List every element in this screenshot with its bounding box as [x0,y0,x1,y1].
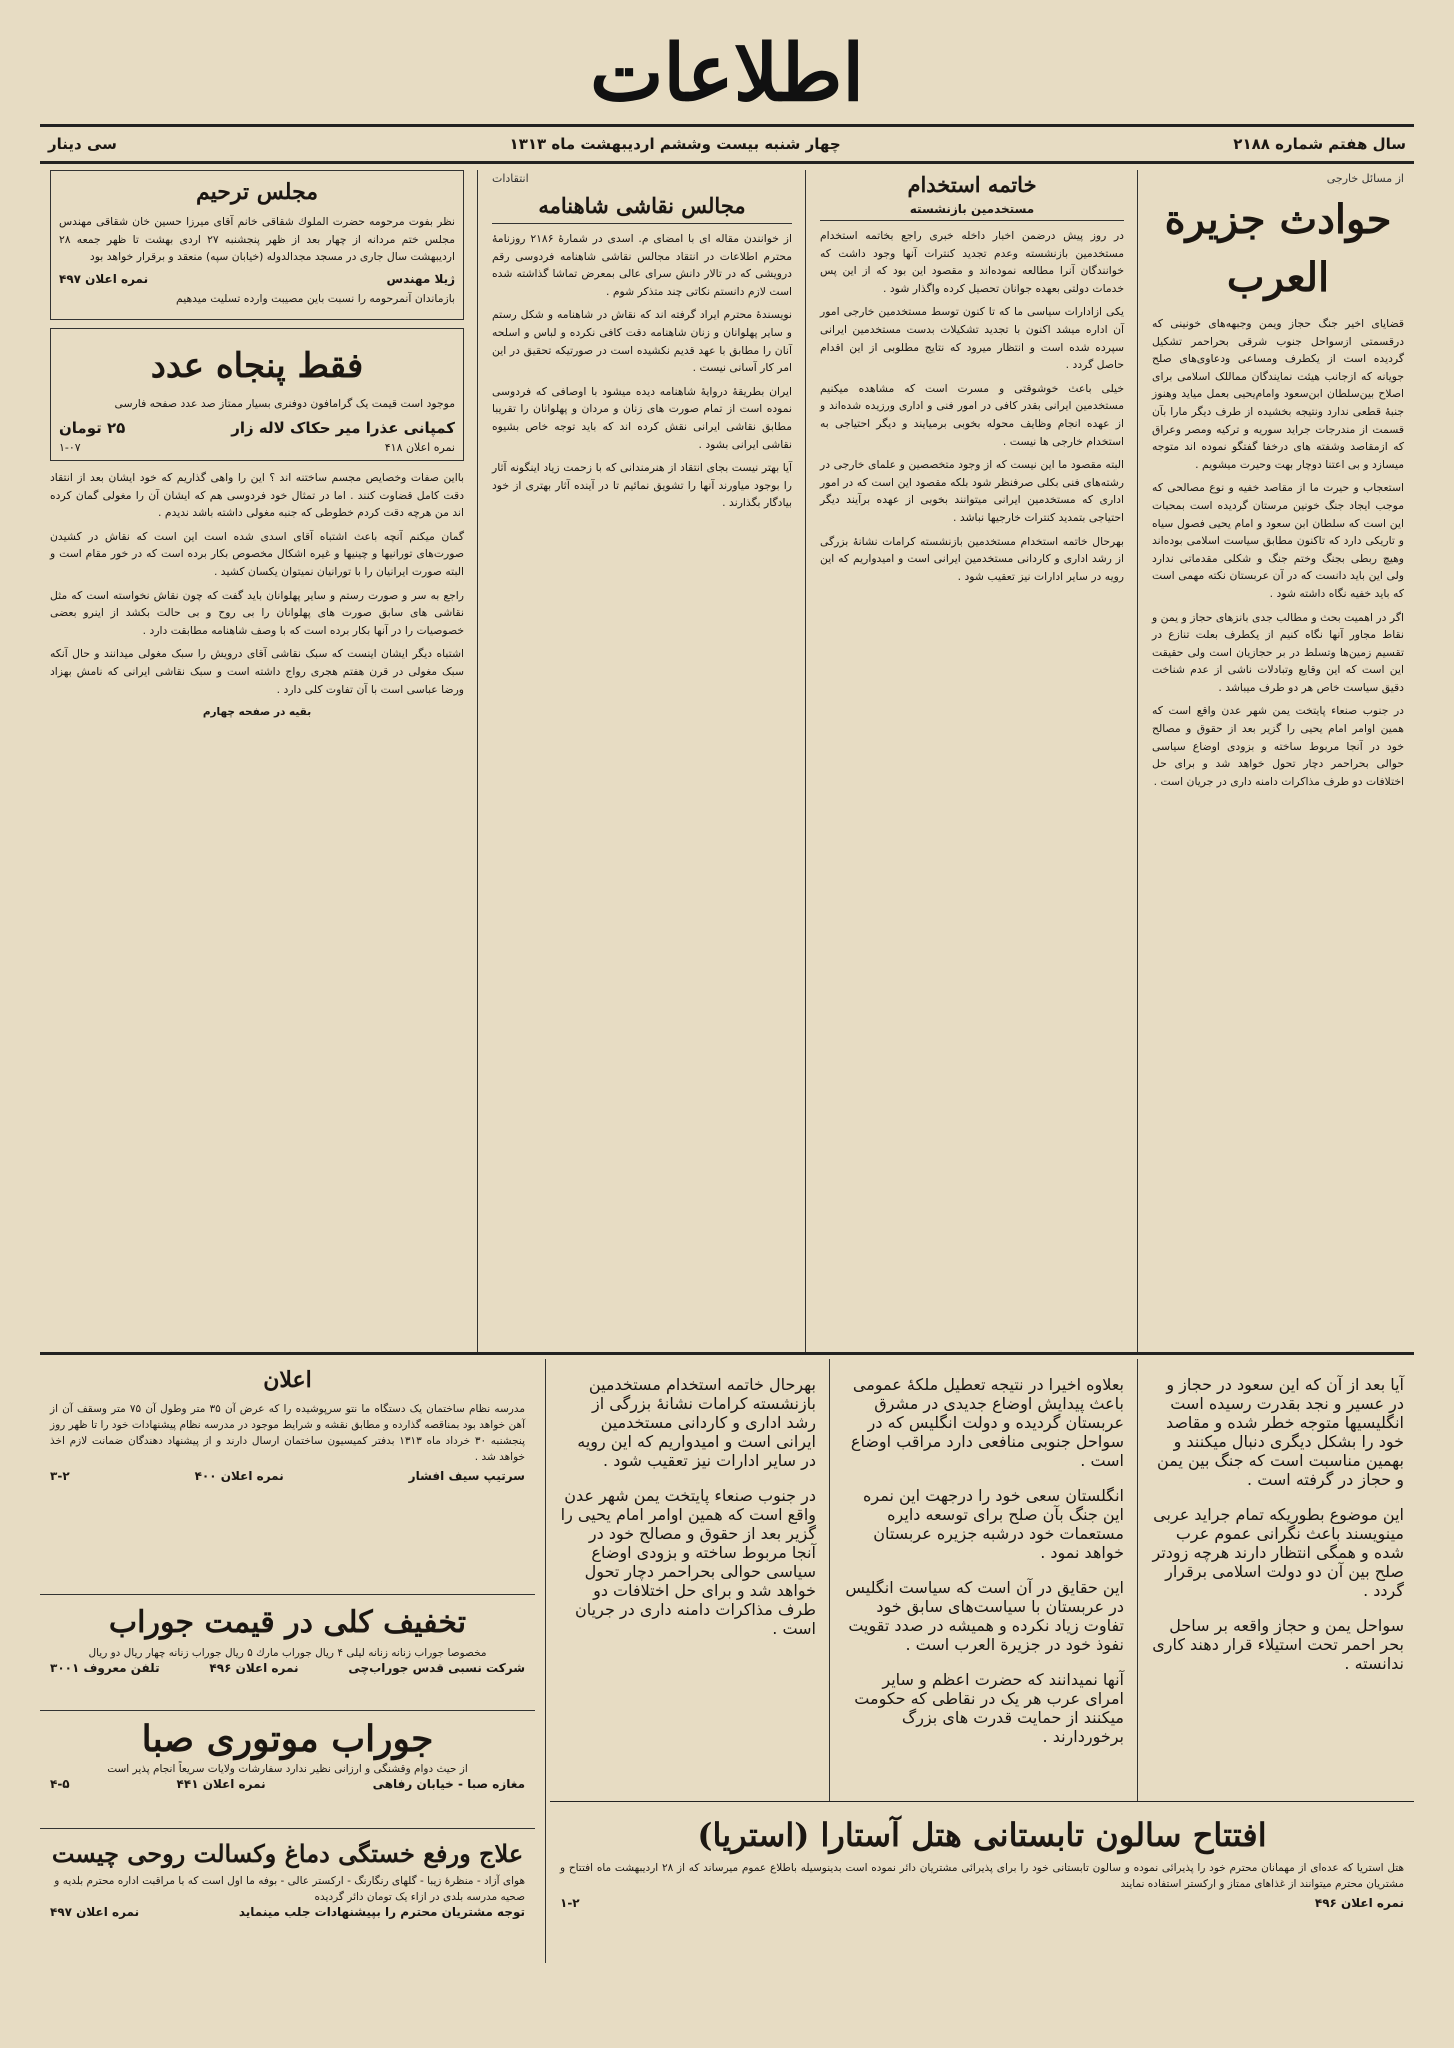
saba-socks-code: ۴-۵ [50,1777,70,1791]
saba-socks-shop: مغازه صبا - خیابان رفاهی [372,1777,525,1791]
employment-subheadline: مستخدمین بازنشسته [820,202,1124,221]
school-notice-title: اعلان [263,1367,312,1393]
saba-socks-ad [40,1711,535,1829]
foreign-continuation-bold: سواحل یمن و حجاز واقعه بر ساحل بحر احمر تحت استیلاء قرار دهند کاری ندانسته . [1152,1616,1404,1673]
socks-discount-footer [50,1661,525,1675]
socks-discount-shop: شرکت نسبی قدس جوراب‌چی [348,1661,525,1675]
column-painting [482,170,802,1352]
saba-socks-title: جوراب موتوری صبا [141,1718,434,1760]
employment-paragraph: خیلی باعث خوشوقتی و مسرت است که مشاهده میکنیم مستخدمین ایرانی بقدر کافی در امور فنی و اداری ورزیده شده‌اند و از عهده انجام وظایف محوله بخوبی برمیایند و دیگر احتیاجی به استخدام خارجی ها نیست . [820,381,1124,448]
socks-discount-number: نمره اعلان ۴۹۶ [209,1661,299,1675]
misc-continuation-paragraph: در جنوب صنعاء پایتخت یمن شهر عدن واقع است که همین اوامر امام یحیی را گزیر بعد از حقوق و مصالح خود در آنجا مربوط ساخته و بزودی اوضاع سیاسی حوالی بحراحمر دچار تحول خواهد شد و برای حل اختلافات دو طرف مذاکرات دامنه داری در جریان است . [560,1486,816,1638]
saba-socks-footer [50,1777,525,1791]
school-notice-code: ۳-۲ [50,1469,70,1483]
column-divider [805,170,806,1352]
painting-paragraph: آیا بهتر نیست بجای انتقاد از هنرمندانی که با زحمت زیاد اینگونه آثار را بوجود میاورند آنها را تشویق نمائیم تا در آینده آثار بهتری از خود بیادگار بگذارند . [492,461,792,510]
employment-continuation-paragraph: این حقایق در آن است که سیاست انگلیس در عربستان با سیاست‌های سابق خود تفاوت زیاد نکرده و همیشه در صدد تقویت نفوذ خود در جزیرة العرب است . [845,1578,1124,1654]
column-divider [1137,1359,1138,1801]
employment-paragraph: در روز پیش درضمن اخبار داخله خبری راجع بخاتمه استخدام مستخدمین بازنشسته وعدم تجدید کنترات آنها وجود داشت که خوانندگان آنرا مطالعه نموده‌اند و مقصود این بود که از این پس خدمات دولتی بعهده جوانان تحصیل کرده واگذار شود . [820,229,1124,295]
foreign-paragraph: قضایای اخیر جنگ حجاز ویمن وجبهه‌های خونینی که درقسمتی ازسواحل جنوب شرقی بحراحمر تشکیل گردیده است از یکطرف ومساعی ودعاوی‌های صلح جویانه که ازجانب هیئت نمایندگان مماللک اسلامی برای اصلاح بین‌سلطان ابن‌سعود وامام‌یحیی بعمل میاید وهنوز جنبهٔ قطعی ندارد ونتیجه بخشیده از طرف دیگر مارا بآن قسمت از مندرجات جراید سوریه و ترکیه ومصر وعراق که ازمقاصد وشفته های درخفا گفتگو نموده اند متوجه میسازد و بی اعتنا دوچار بهت وحیرت میشویم . [1152,317,1404,471]
top-section [40,170,1414,1352]
school-notice-number: نمره اعلان ۴۰۰ [194,1469,284,1483]
painting-continuation-paragraph: بااین صفات وخصایص مجسم ساختنه اند ؟ این را واهی گذاریم که خود ایشان بعد از انتقاد دقت کامل قضاوت کنند . اما در تمثال خود فردوسی هم که ایشان آن را مغولی گمان کرده اند من هرچه دقت کردم خطوطی که جنبه مغولی داشته باشد ندیدم . [50,470,464,520]
gramophone-ad-number: نمره اعلان ۴۱۸ [384,440,455,454]
gramophone-ad [50,328,464,461]
column-foreign-affairs [1142,170,1414,1352]
painting-continuation-paragraph: راجع به سر و صورت رستم و سایر پهلوانان باید گفت که چون نقاش نخواسته است که مثل نقاشی های سابق صورت های پهلوانان را بی روح و بی حالت بکشد از اینرو بعضی خصوصیات را در آنها بکار برده است که با وصف شاهنامه مطابقت دارد . [50,588,464,637]
column-divider [477,170,478,1352]
hotel-ad-number: نمره اعلان ۴۹۶ [1314,1896,1404,1910]
mourning-note: بازماندان آنمرحومه را نسبت باین مصیبت وارده تسلیت میدهیم [176,291,455,305]
article-continuations [550,1359,1414,1801]
school-notice-footer [50,1469,525,1483]
misc-continuation-paragraph: بهرحال خاتمه استخدام مستخدمین بازنشسته کرامات نشانهٔ بزرگی از رشد اداری و کاردانی مستخدمین ایرانی است و امیدواریم که این رویه در سایر ادارات نیز تعقیب شود . [577,1375,816,1470]
painting-continuation-paragraph: گمان میکنم آنچه باعث اشتباه آقای اسدی شده است این است که نقاش در کشیدن صورت‌های تورانیها و چینیها و غیره اشکال مخصوص بکار برده است که در خور مقام است و البته صورت ایرانیان را با تورانیان نمیتوان یکسان کشید . [50,529,464,578]
socks-discount-title: تخفیف کلی در قیمت جوراب [108,1605,467,1640]
gramophone-ad-title: فقط پنجاه عدد [150,346,364,387]
school-notice-body: مدرسه نظام ساختمان یک دستگاه ما نتو سرپوشیده را که عرض آن ۳۵ متر وطول آن ۷۵ متر وسقف آن از آهن خواهد بود بمناقصه گذارده و مطابق نقشه و شرایط موجود در مدرسه نظام پیشنهادات خود را تا ظهر روز پنجشنبه ۳۰ خرداد ماه ۱۳۱۳ بدفتر کمیسیون ساختمان ارسال دارند و از پیشنهاد دهندگان ضمانت لازم اخذ خواهد شد . [50,1403,526,1463]
school-notice [40,1359,535,1595]
employment-continuation-paragraph: آنها نمیدانند که حضرت اعظم و سایر امرای عرب هر یک در نقاطی که حکومت میکنند از حمایت قدرت های بزرگ برخوردارند . [854,1670,1124,1746]
foreign-paragraph: اگر در اهمیت بحث و مطالب جدی بانزهای حجاز و یمن و نقاط مجاور آنها نگاه کنیم از یکطرف بعلت تنازع در تقسیم زمین‌ها وتسلط در بر حجازیان است ولی حقیقت این است که این وقایع وتبادلات ناشی از عدم شناخت دقیق سیاست خاص هر دو طرف میباشد . [1152,610,1404,694]
foreign-paragraph: استعجاب و حیرت ما از مقاصد خفیه و نوع مصالحی که موجب ایجاد جنگ خونین مرستان گردیده است بمحبات این است که سلطان ابن سعود و امام یحیی فصول سیاه و تاریکی دارد که تاکنون مطابق سیاست اسلامی بوده‌اند وهیچ ربطی بجنگ وختم جنگ و شکلی مقدماتی ندارد ولی این باید دانست که در آن عربستان نکته مهمی است که باید خفیه نگاه داشته شود . [1152,481,1404,600]
issue-number: سال هفتم شماره ۲۱۸۸ [1233,135,1406,153]
continued-note: بقیه در صفحه چهارم [202,706,312,719]
hotel-body: هتل استریا که عده‌ای از مهمانان محترم خود را پذیرائی نموده و سالون تابستانی خود را برای پذیرائی مشتریان دائر نموده است بدینوسیله باطلاع عموم میرساند که از ۲۸ اردیبهشت ماه افتتاح و مشتریان محترم میتوانند از غذاهای ممتاز و ارکستر استفاده نمایند [560,1862,1404,1890]
masthead [40,24,1414,124]
painting-paragraph: ایران بطریقهٔ دروایهٔ شاهنامه دیده میشود با اوصافی که فردوسی نموده است از تمام صورت های زنان و مردان و پهلوانان را تقریبا مطابق نقاشی ایرانی نقش کرده اند که باید توجه خاص بشیوه نقاشی ایرانی بشود . [492,384,792,451]
employment-continuation-bold: انگلستان سعی خود را درجهت این نمره این جنگ بآن صلح برای توسعه دایره مستعمات خود درشبه جزیره عربستان خواهد نمود . [862,1486,1124,1562]
mourning-footer [59,272,455,286]
employment-paragraph: البته مقصود ما این نیست که از وجود متخصصین و علمای خارجی در رشته‌های فنی بکلی صرفنظر شود بلکه مقصود این است که در امور اداری که مستخدمین ایرانی میتوانند بخوبی از عهده برآیند دیگر احتیاجی بتمدید کنترات خارجیها نباشد . [820,458,1124,524]
mourning-signature: ژیلا مهندس [386,271,455,286]
school-notice-signature: سرتیپ سیف افشار [408,1469,525,1483]
gramophone-ad-shop-row [59,419,455,437]
gramophone-ad-code: ۱-۰۷ [59,440,81,454]
mourning-notice [50,170,464,320]
employment-continuation-col [834,1359,1134,1801]
painting-kicker: انتقادات [492,172,529,185]
column-employment [810,170,1134,1352]
foreign-kicker: از مسائل خارجی [1326,172,1404,185]
mourning-title: مجلس ترحیم [195,179,319,205]
gramophone-ad-body: موجود است قیمت یک گرامافون دوفنری بسیار ممتاز صد عدد صفحه فارسی [114,397,455,411]
socks-discount-ad [40,1595,535,1711]
foreign-continuation-col [1142,1359,1414,1801]
hotel-ad [550,1802,1414,1916]
saba-socks-body: از حیث دوام وقشنگی و ارزانی نظیر ندارد سفارشات ولایات سریعاً انجام پذیر است [107,1763,468,1775]
bottom-section [40,1359,1414,1963]
employment-paragraph: بهرحال خاتمه استخدام مستخدمین بازنشسته کرامات نشانهٔ بزرگی از رشد اداری و کاردانی مستخدمین ایرانی است و امیدواریم که این رویه در سایر ادارات نیز تعقیب شود . [820,534,1124,583]
misc-continuation-col [550,1359,826,1801]
foreign-continuation-paragraph: آیا بعد از آن که این سعود در حجاز و در عسیر و نجد بقدرت رسیده است انگلیسیها متوجه خطر شده و مقاصد خود را بشکل دیگری دنبال میکنند و بهمین مناسبت است که جنگ بین یمن و حجاز در گرفته است . [1157,1375,1404,1489]
painting-continuation-paragraph: اشتباه دیگر ایشان اینست که سبک نقاشی آقای درویش را سبک مغولی میدانند و حال آنکه سبک مغولی در قرن هفتم هجری رواج داشته است و سبک نقاشی ایرانی که نامش بهزاد ورضا عباسی است با آن تفاوت کلی دارد . [50,647,464,696]
bottom-articles [550,1359,1414,1963]
column-divider [1137,170,1138,1352]
socks-discount-phone: تلفن معروف ۳۰۰۱ [50,1661,160,1675]
mourning-ad-number: نمره اعلان ۴۹۷ [59,271,149,286]
dateline [40,127,1414,161]
foreign-continuation-paragraph: این موضوع بطوریکه تمام جراید عربی مینویسند باعث نگرانی عموم عرب شده و همگی انتظار دارند هرچه زودتر صلح بین آن دو دولت اسلامی برقرار گردد . [1152,1505,1404,1600]
painting-paragraph: نویسندهٔ محترم ایراد گرفته اند که نقاش در شاهنامه و شکل رستم و سایر پهلوانان و زنان شاهنامه دقت کافی نکرده و لباس و اسلحه آنان را مطابق با عهد قدیم نکشیده است در صورتیکه تحقیق در این امر کار آسانی نیست . [492,308,792,375]
hotel-footer [560,1896,1404,1910]
issue-price: سی دینار [48,135,117,153]
newspaper-title: اطلاعات [589,28,865,119]
remedy-title: علاج ورفع خستگی دماغ وکسالت روحی چیست [51,1839,524,1868]
hotel-ad-code: ۱-۲ [560,1896,580,1910]
issue-date: چهار شنبه بیست وششم اردیبهشت ماه ۱۳۱۳ [509,135,841,153]
painting-rule [492,223,792,224]
remedy-ad [40,1829,535,1959]
saba-socks-number: نمره اعلان ۴۴۱ [176,1777,266,1791]
painting-headline: مجالس نقاشی شاهنامه [538,193,746,218]
employment-continuation-paragraph: بعلاوه اخیرا در نتیجه تعطیل ملکهٔ عمومی باعث پیدایش اوضاع جدیدی در مشرق عربستان گردیده و دولت انگلیس که در سواحل جنوبی منافعی دارد مراقب اوضاع است . [850,1375,1124,1470]
painting-paragraph: از خوانندن مقاله ای با امضای م. اسدی در شمارهٔ ۲۱۸۶ روزنامهٔ محترم اطلاعات در انتقاد مجالس نقاشی شاهنامه فردوسی رقم درویشی که در تالار دانش سرای عالی بمعرض تماشا گذاشته شده است لازم دانستم نکاتی چند متذکر شوم . [492,232,792,298]
section-rule [40,1352,1414,1355]
column-divider [829,1359,830,1801]
employment-paragraph: یکی ازادارات سیاسی ما که تا کنون توسط مستخدمین خارجی امور آن اداره میشد اکنون با تجدید تشکیلات بدست مستخدمین ایرانی سپرده شده است و انتظار میرود که نتایج مطلوبی از این اقدام حاصل گردد . [820,305,1124,372]
gramophone-ad-price: ۲۵ تومان [59,418,126,437]
socks-discount-body: مخصوصا جوراب زنانه زنانه لیلی ۴ ریال جوراب مارك ۵ ریال جوراب زنانه چهار ریال دو ریال [88,1647,487,1659]
bottom-ads [40,1359,546,1963]
remedy-number: نمره اعلان ۴۹۷ [50,1905,140,1919]
gramophone-ad-footer [59,441,455,454]
dateline-rule [40,161,1414,164]
hotel-title: افتتاح سالون تابستانی هتل آستارا (استریا) [697,1816,1267,1854]
remedy-footer [50,1905,525,1919]
column-left [40,170,474,1352]
gramophone-ad-shop: کمپانی عذرا میر حکاک لاله زار [231,418,455,437]
mourning-body: نظر بفوت مرحومه حضرت الملوك شقاقی خانم آقای میرزا حسین خان شقاقی مهندس مجلس ختم مردانه از چهار بعد از ظهر پنجشنبه ۲۷ اردی بهشت تا ظهر جمعه ۲۸ اردیبهشت سال جاری در مسجد مجدالدوله (خیابان سپه) منعقد و برقرار خواهد بود [59,215,455,264]
remedy-foot: توجه مشتریان محترم را بپیشنهادات جلب مینماید [238,1905,525,1919]
foreign-headline: حوادث جزیرة العرب [1164,196,1392,301]
remedy-body: هوای آزاد - منظرهٔ زیبا - گلهای رنگارنگ - ارکستر عالی - بوفه ما اول است که با مراقبت اداره محترم بلدیه و صحیه مدرسه بلدی در ازاء یک تومان دائر گردیده [54,1875,525,1903]
foreign-paragraph: در جنوب صنعاء پایتخت یمن شهر عدن واقع است که همین اوامر امام یحیی را گزیر بعد از حقوق و مصالح خود در آنجا مربوط ساخته و بزودی اوضاع سیاسی حوالی بحراحمر دچار تحول خواهد شد و برای حل اختلافات دو طرف مذاکرات دامنه داری در جریان است . [1152,704,1404,788]
employment-headline: خاتمه استخدام [907,172,1037,197]
